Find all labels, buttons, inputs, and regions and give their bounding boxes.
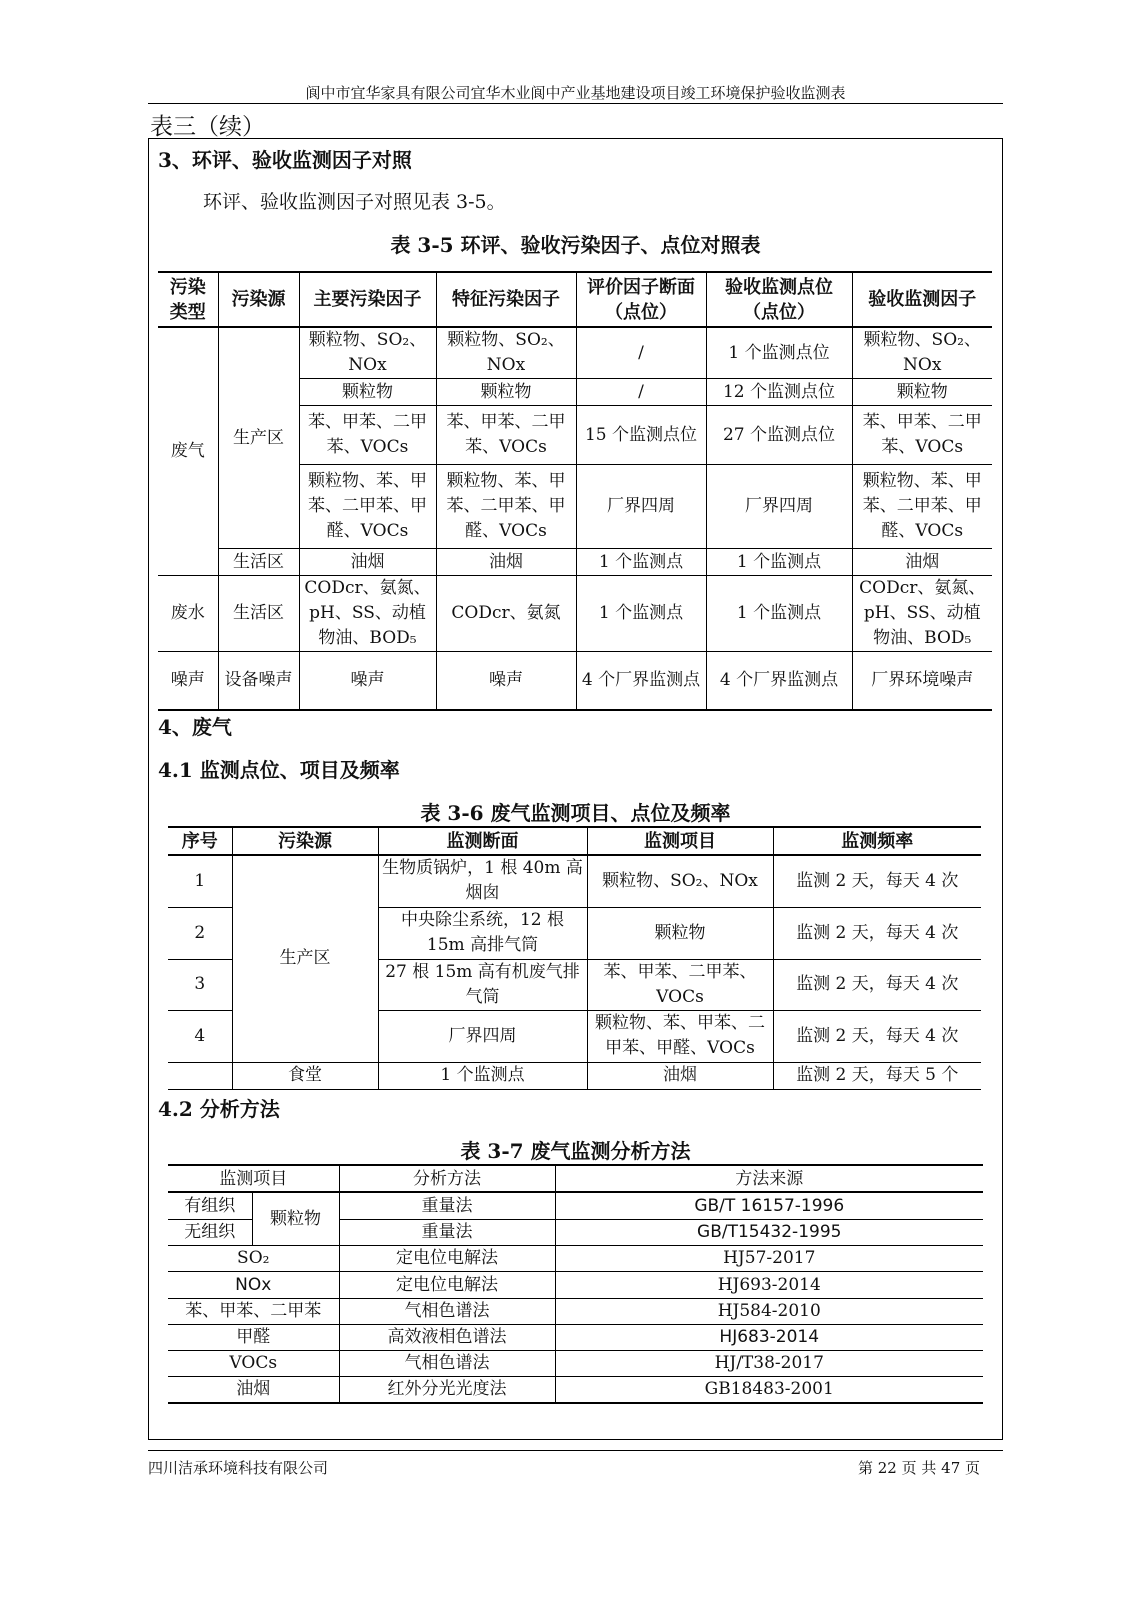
table-cell: HJ584-2010	[555, 1298, 983, 1324]
table-cell: 1 个监测点	[706, 576, 852, 652]
table-cell: 4 个厂界监测点	[576, 652, 706, 710]
table-cell: 1 个监测点	[576, 576, 706, 652]
table-cell: 有组织	[168, 1192, 252, 1219]
col-no: 序号	[168, 827, 232, 855]
table-cell: 监测 2 天，每天 5 个	[773, 1062, 981, 1089]
table-3-5-caption: 表 3-5 环评、验收污染因子、点位对照表	[390, 233, 761, 257]
table-cell: HJ57-2017	[555, 1245, 983, 1271]
table-cell: 2	[168, 907, 232, 959]
table-3-7-caption: 表 3-7 废气监测分析方法	[460, 1139, 691, 1163]
table-cell: 15 个监测点位	[576, 406, 706, 465]
table-cell: 监测 2 天，每天 4 次	[773, 959, 981, 1010]
table-cell: 高效液相色谱法	[339, 1324, 555, 1350]
table-3-6	[168, 826, 981, 1090]
col-item: 监测项目	[168, 1165, 339, 1192]
table-cell: VOCs	[168, 1350, 339, 1376]
col-accept-factor: 验收监测因子	[852, 272, 992, 327]
table-cell: 重量法	[339, 1192, 555, 1219]
table-cell: 噪声	[299, 652, 436, 710]
table-cell: 厂界四周	[378, 1010, 587, 1062]
col-item: 监测项目	[587, 827, 773, 855]
col-main-factor: 主要污染因子	[299, 272, 436, 327]
cell-production: 生产区	[232, 855, 378, 1062]
col-method: 分析方法	[339, 1165, 555, 1192]
header-rule	[148, 103, 1003, 104]
table-cell: 定电位电解法	[339, 1245, 555, 1271]
table-cell: 甲醛	[168, 1324, 339, 1350]
table-cell: 4	[168, 1010, 232, 1062]
heading-4: 4、废气	[158, 715, 232, 739]
col-frequency: 监测频率	[773, 827, 981, 855]
table-cell: 颗粒物	[852, 379, 992, 406]
table-cell: 厂界四周	[706, 465, 852, 549]
heading-4-1: 4.1 监测点位、项目及频率	[158, 758, 400, 782]
table-cell: 1 个监测点	[706, 549, 852, 576]
cell-production: 生产区	[218, 327, 299, 549]
table-3-5	[158, 271, 992, 711]
table-cell: 油烟	[436, 549, 576, 576]
table-cell	[168, 1062, 232, 1089]
table-cell: 红外分光光度法	[339, 1376, 555, 1403]
table-cell: 颗粒物、苯、甲苯、二甲苯、甲醛、VOCs	[299, 465, 436, 549]
table-cell: 12 个监测点位	[706, 379, 852, 406]
heading-4-2: 4.2 分析方法	[158, 1097, 280, 1121]
table-cell: 噪声	[436, 652, 576, 710]
cell-canteen: 食堂	[232, 1062, 378, 1089]
table-3-7	[168, 1164, 983, 1404]
table-cell: HJ/T38-2017	[555, 1350, 983, 1376]
table-cell: 3	[168, 959, 232, 1010]
heading-3: 3、环评、验收监测因子对照	[158, 148, 412, 172]
table-cell: 4 个厂界监测点	[706, 652, 852, 710]
table-cell: CODcr、氨氮、pH、SS、动植物油、BOD₅	[299, 576, 436, 652]
table-cell: 油烟	[587, 1062, 773, 1089]
table-cell: 无组织	[168, 1219, 252, 1245]
table-cell: CODcr、氨氮	[436, 576, 576, 652]
table-cell: 气相色谱法	[339, 1298, 555, 1324]
intro-3: 环评、验收监测因子对照见表 3-5。	[203, 191, 506, 213]
table-cell: /	[576, 327, 706, 379]
cell-living: 生活区	[218, 549, 299, 576]
table-cell: 苯、甲苯、二甲苯、VOCs	[436, 406, 576, 465]
table-cell: 27 个监测点位	[706, 406, 852, 465]
table-cell: 油烟	[168, 1376, 339, 1403]
table-cell: 颗粒物、SO₂、NOx	[436, 327, 576, 379]
table-cell: 颗粒物、SO₂、NOx	[587, 855, 773, 907]
table-3-6-caption: 表 3-6 废气监测项目、点位及频率	[420, 801, 731, 825]
table-cell: 1 个监测点位	[706, 327, 852, 379]
footer-company: 四川洁承环境科技有限公司	[148, 1459, 329, 1477]
table-cell: 颗粒物、苯、甲苯、二甲苯、甲醛、VOCs	[436, 465, 576, 549]
cell-particulate: 颗粒物	[252, 1192, 339, 1245]
cell-living: 生活区	[218, 576, 299, 652]
table-cell: 定电位电解法	[339, 1271, 555, 1298]
col-method-source: 方法来源	[555, 1165, 983, 1192]
table-cell: 颗粒物、SO₂、NOx	[299, 327, 436, 379]
table-cell: 厂界环境噪声	[852, 652, 992, 710]
col-eval-point: 评价因子断面（点位）	[576, 272, 706, 327]
cell-waste-water: 废水	[158, 576, 218, 652]
table-cell: NOx	[168, 1271, 339, 1298]
table-cell: 厂界四周	[576, 465, 706, 549]
table-cell: 颗粒物、苯、甲苯、二甲苯、甲醛、VOCs	[587, 1010, 773, 1062]
document-header: 阆中市宜华家具有限公司宜华木业阆中产业基地建设项目竣工环境保护验收监测表	[305, 84, 846, 102]
col-source: 污染源	[232, 827, 378, 855]
table-cell: 1 个监测点	[378, 1062, 587, 1089]
table-cell: 颗粒物、SO₂、NOx	[852, 327, 992, 379]
table-cell: HJ693-2014	[555, 1271, 983, 1298]
col-accept-point: 验收监测点位（点位）	[706, 272, 852, 327]
page-number: 第 22 页 共 47 页	[858, 1459, 981, 1477]
table-cell: 苯、甲苯、二甲苯	[168, 1298, 339, 1324]
table-cell: 颗粒物	[436, 379, 576, 406]
col-pollution-type: 污染类型	[158, 272, 218, 327]
table-cell: 重量法	[339, 1219, 555, 1245]
table-cell: 苯、甲苯、二甲苯、VOCs	[587, 959, 773, 1010]
table-cell: 监测 2 天，每天 4 次	[773, 855, 981, 907]
col-special-factor: 特征污染因子	[436, 272, 576, 327]
table-cell: GB/T15432-1995	[555, 1219, 983, 1245]
table-cell: 油烟	[299, 549, 436, 576]
table-cell: 监测 2 天，每天 4 次	[773, 907, 981, 959]
table-cell: 气相色谱法	[339, 1350, 555, 1376]
table-cell: GB18483-2001	[555, 1376, 983, 1403]
table-cell: CODcr、氨氮、pH、SS、动植物油、BOD₅	[852, 576, 992, 652]
col-section: 监测断面	[378, 827, 587, 855]
table-cell: GB/T 16157-1996	[555, 1192, 983, 1219]
cell-noise: 噪声	[158, 652, 218, 710]
table-cell: 监测 2 天，每天 4 次	[773, 1010, 981, 1062]
table-cell: 生物质锅炉，1 根 40m 高烟囱	[378, 855, 587, 907]
table-cell: 苯、甲苯、二甲苯、VOCs	[852, 406, 992, 465]
table-cell: 颗粒物	[587, 907, 773, 959]
footer-rule	[148, 1450, 1003, 1451]
table-cell: 颗粒物、苯、甲苯、二甲苯、甲醛、VOCs	[852, 465, 992, 549]
table-cell: /	[576, 379, 706, 406]
table-cell: 1	[168, 855, 232, 907]
table-cell: SO₂	[168, 1245, 339, 1271]
table-cell: 中央除尘系统，12 根 15m 高排气筒	[378, 907, 587, 959]
table-cell: 油烟	[852, 549, 992, 576]
section-title: 表三（续）	[150, 114, 265, 140]
table-cell: HJ683-2014	[555, 1324, 983, 1350]
table-cell: 颗粒物	[299, 379, 436, 406]
table-cell: 1 个监测点	[576, 549, 706, 576]
cell-equipment-noise: 设备噪声	[218, 652, 299, 710]
col-pollution-source: 污染源	[218, 272, 299, 327]
cell-waste-gas: 废气	[158, 327, 218, 576]
table-cell: 苯、甲苯、二甲苯、VOCs	[299, 406, 436, 465]
table-cell: 27 根 15m 高有机废气排气筒	[378, 959, 587, 1010]
